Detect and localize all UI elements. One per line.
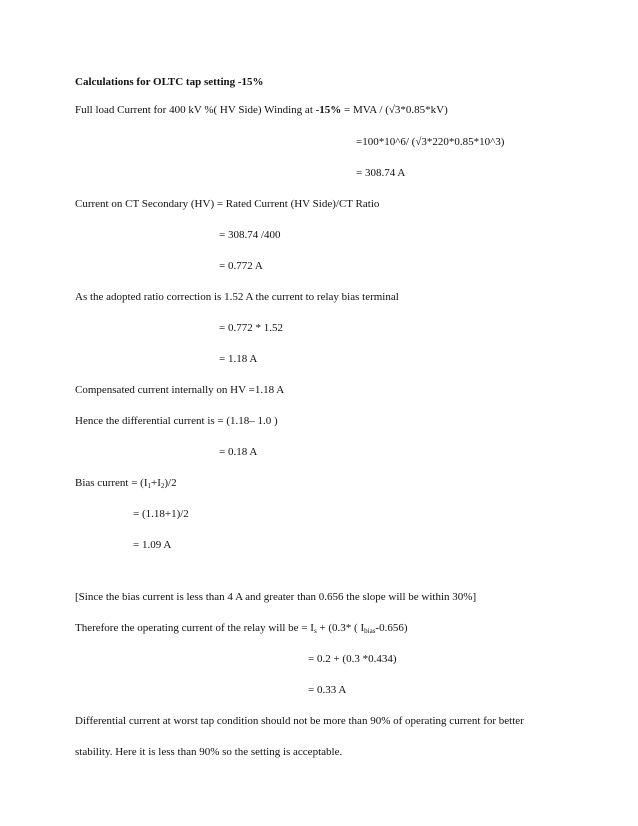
flc-line-2: =100*10^6/ (√3*220*0.85*10^3) (356, 136, 505, 148)
bias-line-1 (75, 476, 177, 490)
conclusion-line-1: Differential current at worst tap condition should not be more than 90% of operating current for better (75, 715, 524, 727)
operating-line-1-pre: Therefore the operating current of the relay will be = I (75, 622, 314, 634)
flc-line-1 (75, 103, 448, 117)
operating-line-1 (75, 621, 407, 635)
ratio-line-2: = 0.772 * 1.52 (219, 322, 283, 334)
ct-line-2: = 308.74 /400 (219, 229, 281, 241)
bias-line-3: = 1.09 A (133, 539, 172, 551)
ratio-line-3: = 1.18 A (219, 353, 258, 365)
bias-line-1-pre: Bias current = (I (75, 477, 148, 489)
since-note: [Since the bias current is less than 4 A and greater than 0.656 the slope will be within 30%] (75, 591, 477, 603)
conclusion-line-2: stability. Here it is less than 90% so the setting is acceptable. (75, 746, 343, 758)
operating-line-2: = 0.2 + (0.3 *0.434) (308, 653, 397, 665)
operating-line-3: = 0.33 A (308, 684, 347, 696)
flc-line-1-post: = MVA / (√3*0.85*kV) (341, 104, 448, 116)
flc-line-1-bold: 15% (319, 104, 342, 116)
bias-plus: +I (150, 477, 161, 489)
flc-line-1-pre: Full load Current for 400 kV %( HV Side) Winding at - (75, 104, 320, 116)
ratio-line-1: As the adopted ratio correction is 1.52 A the current to relay bias terminal (75, 291, 399, 303)
operating-line-1-mid: + (0.3* ( I (316, 622, 365, 634)
compensated-line: Compensated current internally on HV =1.18 A (75, 384, 285, 396)
flc-line-3: = 308.74 A (356, 167, 406, 179)
operating-line-1-post: -0.656) (375, 622, 408, 634)
doc-title: Calculations for OLTC tap setting -15% (75, 76, 264, 88)
bias-sub-1: 1 (147, 482, 151, 490)
bias-line-1-post: )/2 (164, 477, 177, 489)
bias-line-2: = (1.18+1)/2 (133, 508, 189, 520)
operating-sub-s: s (313, 627, 317, 635)
bias-sub-2: 2 (160, 482, 165, 490)
ct-line-1: Current on CT Secondary (HV) = Rated Current (HV Side)/CT Ratio (75, 198, 380, 210)
differential-line-1: Hence the differential current is = (1.18– 1.0 ) (75, 415, 278, 427)
differential-line-2: = 0.18 A (219, 446, 258, 458)
operating-sub-bias: bias (364, 627, 376, 635)
ct-line-3: = 0.772 A (219, 260, 263, 272)
